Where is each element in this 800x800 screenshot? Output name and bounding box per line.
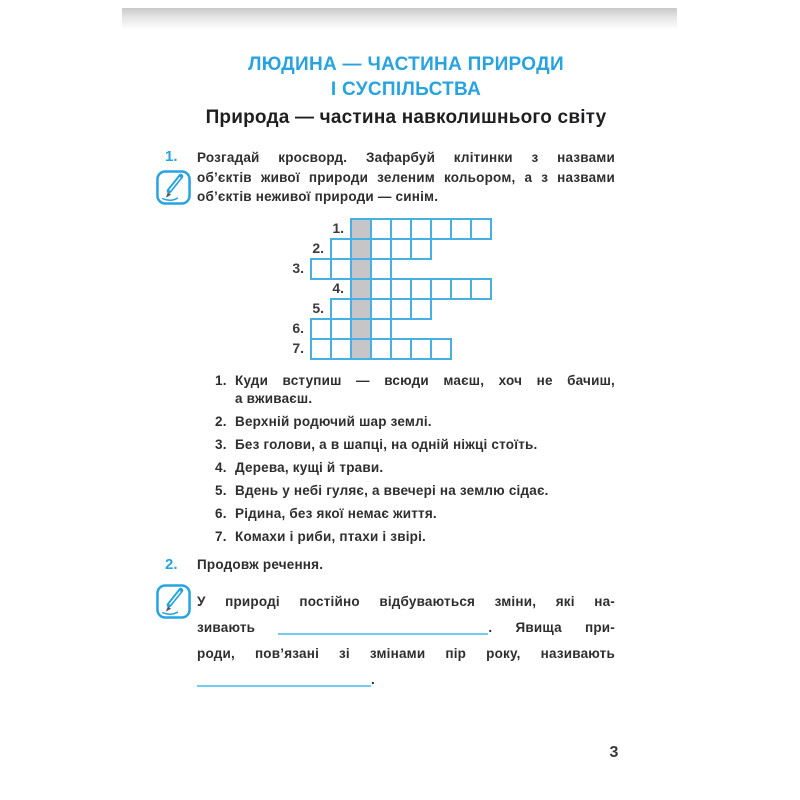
- section-title: Природа — частина навколишнього світу: [205, 107, 607, 128]
- clue-5-line: Вдень у небі гуляє, а ввечері на землю сідає.: [235, 483, 549, 498]
- crossword-cell-r6-c0[interactable]: [310, 318, 332, 340]
- crossword-cell-r6-c1[interactable]: [330, 318, 352, 340]
- exercise1-text-line: об’єктів неживої природи — синім.: [197, 189, 439, 204]
- crossword-cell-r5-c4[interactable]: [390, 298, 412, 320]
- pencil-icon: [156, 584, 191, 619]
- crossword-cell-r4-c5[interactable]: [410, 278, 432, 300]
- crossword-cell-r7-c0[interactable]: [310, 338, 332, 360]
- exercise2-number: 2.: [165, 556, 178, 573]
- clue-1-line: Куди вступиш — всюди маєш, хоч не бачиш,: [235, 373, 615, 388]
- clue-item-7: [215, 528, 617, 546]
- exercise2-text-line: роди, пов’язані зі змінами пір року, називають: [197, 646, 615, 661]
- crossword-cell-r2-c4[interactable]: [390, 238, 412, 260]
- exercise1-number: 1.: [165, 148, 178, 165]
- exercise2-text: [197, 589, 615, 693]
- crossword-row-label-1: 1.: [332, 220, 344, 236]
- clue-number: 4.: [215, 460, 227, 475]
- crossword-cell-r1-c7[interactable]: [450, 218, 472, 240]
- clue-number: 5.: [215, 483, 227, 498]
- exercise2-text-line: У природі постійно відбуваються зміни, які на-: [197, 594, 615, 609]
- crossword-cell-r1-c8[interactable]: [470, 218, 492, 240]
- crossword-row-label-4: 4.: [332, 280, 344, 296]
- clue-text: [235, 372, 615, 408]
- clue-list: [215, 372, 617, 551]
- clue-6-line: Рідина, без якої немає життя.: [235, 506, 437, 521]
- crossword-cell-r2-c5[interactable]: [410, 238, 432, 260]
- clue-item-2: [215, 413, 617, 431]
- clue-number: 6.: [215, 506, 227, 521]
- crossword-cell-r4-c6[interactable]: [430, 278, 452, 300]
- chapter-title-line1: ЛЮДИНА — ЧАСТИНА ПРИРОДИ: [248, 54, 564, 75]
- exercise1-text-line: об’єктів живої природи зеленим кольором, а з назвами: [197, 169, 615, 185]
- crossword-cell-r5-c5[interactable]: [410, 298, 432, 320]
- crossword-cell-r7-c2[interactable]: [350, 338, 372, 360]
- clue-text: [235, 505, 615, 523]
- clue-4-line: Дерева, кущі й трави.: [235, 460, 384, 475]
- chapter-title-line2: І СУСПІЛЬСТВА: [330, 79, 482, 100]
- crossword-cell-r6-c2[interactable]: [350, 318, 372, 340]
- crossword-cell-r7-c1[interactable]: [330, 338, 352, 360]
- answer-blank[interactable]: [197, 673, 371, 687]
- crossword-cell-r4-c8[interactable]: [470, 278, 492, 300]
- crossword-cell-r1-c4[interactable]: [390, 218, 412, 240]
- clue-text: [235, 482, 615, 500]
- exercise2-text-line: .: [197, 667, 615, 693]
- exercise2-text-line: зивають . Явища при-: [197, 620, 615, 635]
- crossword-row-label-2: 2.: [312, 240, 324, 256]
- crossword-cell-r4-c3[interactable]: [370, 278, 392, 300]
- exercise2-title: Продовж речення.: [197, 557, 324, 572]
- crossword-cell-r1-c2[interactable]: [350, 218, 372, 240]
- crossword-cell-r7-c3[interactable]: [370, 338, 392, 360]
- crossword-cell-r3-c3[interactable]: [370, 258, 392, 280]
- crossword-cell-r7-c6[interactable]: [430, 338, 452, 360]
- clue-text: [235, 528, 615, 546]
- crossword-cell-r2-c1[interactable]: [330, 238, 352, 260]
- crossword-row-label-6: 6.: [292, 320, 304, 336]
- crossword-row-label-7: 7.: [292, 340, 304, 356]
- crossword-cell-r1-c6[interactable]: [430, 218, 452, 240]
- clue-number: 1.: [215, 373, 227, 388]
- crossword-cell-r7-c5[interactable]: [410, 338, 432, 360]
- crossword-row-label-3: 3.: [292, 260, 304, 276]
- clue-3-line: Без голови, а в шапці, на одній ніжці стоїть.: [235, 437, 538, 452]
- crossword-row-label-5: 5.: [312, 300, 324, 316]
- crossword-cell-r3-c2[interactable]: [350, 258, 372, 280]
- crossword-cell-r1-c3[interactable]: [370, 218, 392, 240]
- crossword-cell-r2-c3[interactable]: [370, 238, 392, 260]
- clue-item-4: [215, 459, 617, 477]
- clue-item-3: [215, 436, 617, 454]
- crossword-cell-r4-c2[interactable]: [350, 278, 372, 300]
- crossword-cell-r6-c3[interactable]: [370, 318, 392, 340]
- pencil-icon: [156, 170, 191, 205]
- chapter-title: [197, 52, 615, 102]
- clue-text: [235, 413, 615, 431]
- clue-number: 3.: [215, 437, 227, 452]
- clue-7-line: Комахи і риби, птахи і звірі.: [235, 529, 427, 544]
- clue-text: [235, 436, 615, 454]
- crossword-cell-r3-c0[interactable]: [310, 258, 332, 280]
- page-number: 3: [609, 744, 619, 761]
- clue-text: [235, 459, 615, 477]
- exercise1-instructions: [197, 148, 615, 207]
- clue-2-line: Верхній родючий шар землі.: [235, 414, 432, 429]
- clue-item-1: [215, 372, 617, 408]
- crossword-cell-r7-c4[interactable]: [390, 338, 412, 360]
- crossword-cell-r5-c2[interactable]: [350, 298, 372, 320]
- answer-blank[interactable]: [278, 621, 488, 635]
- crossword-cell-r2-c2[interactable]: [350, 238, 372, 260]
- crossword-cell-r4-c4[interactable]: [390, 278, 412, 300]
- clue-number: 2.: [215, 414, 227, 429]
- crossword-cell-r4-c7[interactable]: [450, 278, 472, 300]
- crossword-cell-r5-c3[interactable]: [370, 298, 392, 320]
- crossword-cell-r1-c5[interactable]: [410, 218, 432, 240]
- clue-number: 7.: [215, 529, 227, 544]
- clue-item-6: [215, 505, 617, 523]
- clue-1-line: а вживаєш.: [235, 391, 313, 406]
- exercise1-text-line: Розгадай кросворд. Зафарбуй клітинки з назвами: [197, 150, 615, 165]
- crossword-cell-r3-c1[interactable]: [330, 258, 352, 280]
- page-top-edge-shadow: [122, 8, 677, 30]
- crossword-cell-r5-c1[interactable]: [330, 298, 352, 320]
- clue-item-5: [215, 482, 617, 500]
